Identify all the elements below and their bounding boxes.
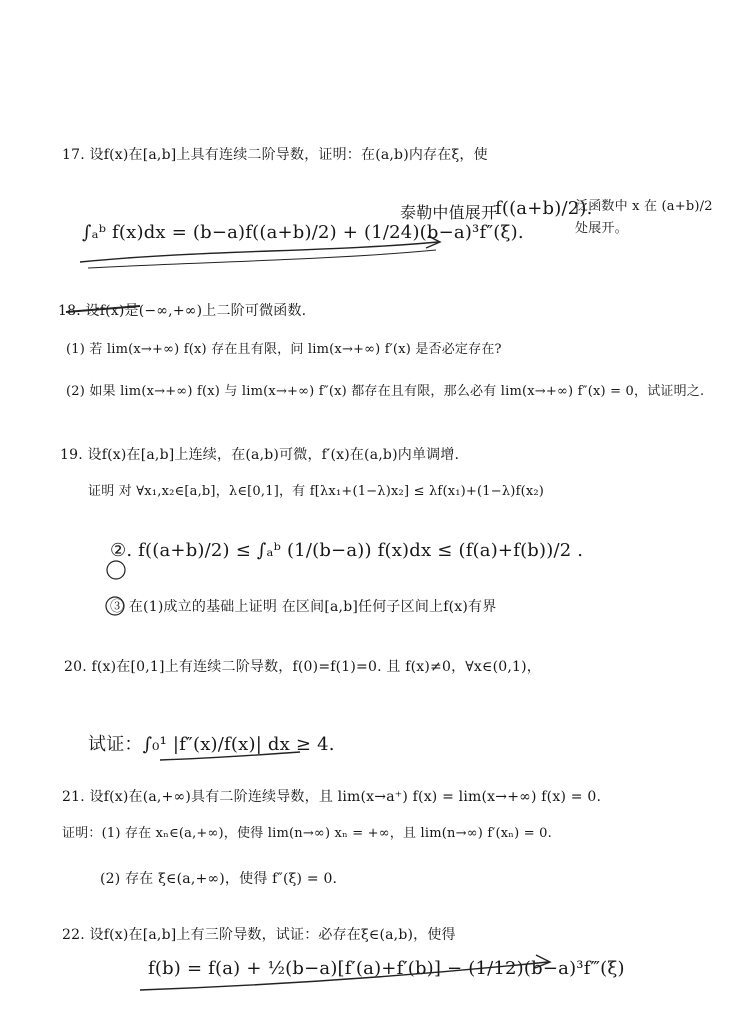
problem-18-part-2: (2) 如果 lim(x→+∞) f(x) 与 lim(x→+∞) f″(x) 都存在且有限，那么必有 lim(x→+∞) f″(x) = 0，试证明之.: [66, 384, 705, 399]
problem-20-inequality: 试证：∫₀¹ |f″(x)/f(x)| dx ≥ 4.: [88, 734, 335, 755]
problem-17-underline-2: [88, 250, 436, 268]
problem-22-statement: 22. 设f(x)在[a,b]上有三阶导数，试证：必存在ξ∈(a,b)，使得: [62, 927, 456, 943]
problem-17-note-suffix: 泛函数中 x 在 (a+b)/2 处展开。: [575, 199, 713, 236]
problem-19-claim-1: 证明 对 ∀x₁,x₂∈[a,b]，λ∈[0,1]，有 f[λx₁+(1−λ)x₂] ≤ λf(x₁)+(1−λ)f(x₂): [88, 484, 545, 499]
problem-17-underline: [80, 242, 438, 262]
problem-20-statement: 20. f(x)在[0,1]上有连续二阶导数，f(0)=f(1)=0. 且 f(x)≠0，∀x∈(0,1)，: [64, 659, 541, 675]
problem-21-part-1: 证明：(1) 存在 xₙ∈(a,+∞)，使得 lim(n→∞) xₙ = +∞，且 lim(n→∞) f′(xₙ) = 0.: [62, 826, 552, 841]
problem-21-statement: 21. 设f(x)在(a,+∞)具有二阶连续导数，且 lim(x→a⁺) f(x) = lim(x→+∞) f(x) = 0.: [62, 789, 602, 805]
problem-18-statement: 18. 设f(x)是(−∞,+∞)上二阶可微函数.: [58, 303, 307, 319]
problem-18-part-1: (1) 若 lim(x→+∞) f(x) 存在且有限，问 lim(x→+∞) f′(x) 是否必定存在?: [66, 342, 502, 357]
problem-17-note-prefix: 泰勒中值展开: [400, 203, 498, 222]
problem-17-statement: 17. 设f(x)在[a,b]上具有连续二阶导数，证明：在(a,b)内存在ξ，使: [62, 147, 488, 163]
problem-19-circle-2: [107, 561, 125, 579]
problem-19-claim-3: ③ 在(1)成立的基础上证明 在区间[a,b]任何子区间上f(x)有界: [110, 599, 497, 615]
problem-17-formula: ∫ₐᵇ f(x)dx = (b−a)f((a+b)/2) + (1/24)(b−a)³f″(ξ).: [82, 222, 524, 243]
problem-21-part-2: (2) 存在 ξ∈(a,+∞)，使得 f″(ξ) = 0.: [100, 871, 338, 887]
problem-19-claim-2: ②. f((a+b)/2) ≤ ∫ₐᵇ (1/(b−a)) f(x)dx ≤ (f(a)+f(b))/2 .: [110, 540, 584, 561]
problem-22-formula: f(b) = f(a) + ½(b−a)[f′(a)+f′(b)] − (1/12)(b−a)³f‴(ξ): [148, 958, 625, 979]
problem-19-statement: 19. 设f(x)在[a,b]上连续，在(a,b)可微，f′(x)在(a,b)内单调增.: [60, 447, 460, 463]
problem-17-note-formula: f((a+b)/2).: [495, 198, 593, 219]
